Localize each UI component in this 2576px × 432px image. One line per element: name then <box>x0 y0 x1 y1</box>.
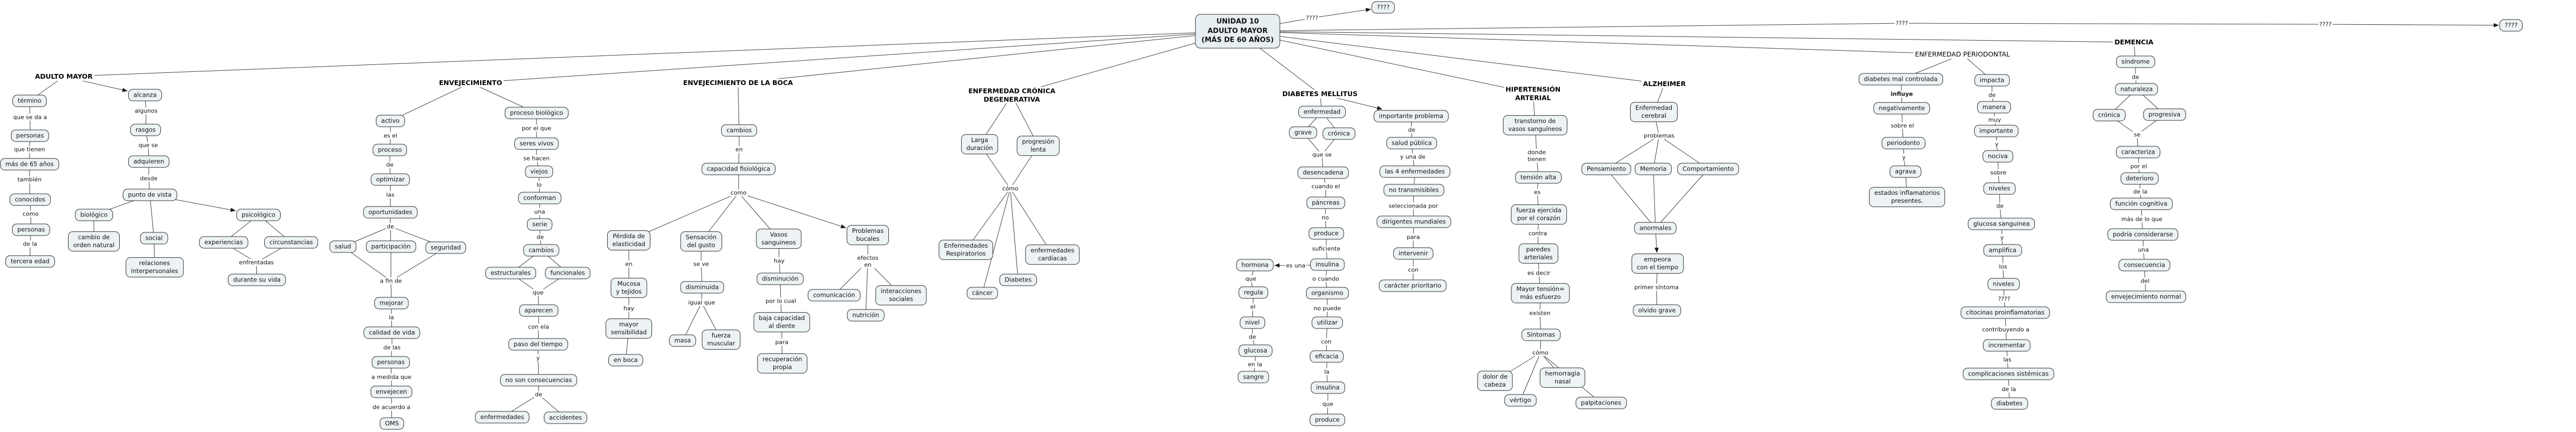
concept-node-p-manera[interactable]: manera <box>1977 101 2011 114</box>
link-label-d-l7[interactable]: el <box>1250 303 1256 311</box>
concept-node-a-relaciones[interactable]: relaciones interpersonales <box>126 257 184 277</box>
link-label-lbl-qq1[interactable]: ???? <box>1306 14 1318 22</box>
link-label-b-l5[interactable]: se ve <box>693 260 709 268</box>
concept-node-b-perdida[interactable]: Pérdida de elasticidad <box>607 230 650 250</box>
concept-node-e-accidentes[interactable]: accidentes <box>544 412 587 424</box>
link-label-z-l2[interactable]: primer síntoma <box>1634 284 1679 291</box>
link-label-p-l12[interactable]: contribuyendo a <box>1982 326 2029 333</box>
link-label-a-l5[interactable]: de la <box>23 240 37 248</box>
concept-node-b-interacciones[interactable]: interacciones sociales <box>875 285 926 305</box>
link-label-b-l7[interactable]: hay <box>773 257 785 265</box>
concept-node-p-importante[interactable]: importante <box>1974 125 2018 137</box>
link-label-a-l9[interactable]: enfrentadas <box>238 259 274 266</box>
link-label-p-l10[interactable]: los <box>1999 263 2007 270</box>
concept-node-e-aparecen[interactable]: aparecen <box>519 305 558 317</box>
concept-node-h-paredes[interactable]: paredes arteriales <box>1519 243 1558 264</box>
concept-node-e-seguridad[interactable]: seguridad <box>425 242 466 254</box>
link-label-d-l15[interactable]: de <box>1408 126 1415 134</box>
concept-node-c-diabetes[interactable]: Diabetes <box>999 274 1037 286</box>
link-label-d-l9[interactable]: en la <box>1248 361 1262 368</box>
link-label-a-l7[interactable]: que se <box>138 142 158 149</box>
concept-node-d-produce1[interactable]: produce <box>1309 228 1344 240</box>
link-label-a-l4[interactable]: como <box>22 210 39 218</box>
concept-node-d-enfermedad[interactable]: enfermedad <box>1298 106 1346 118</box>
link-label-m-l3[interactable]: por el <box>2130 163 2147 170</box>
concept-node-a-pvista[interactable]: punto de vista <box>123 189 177 201</box>
concept-node-z-anormales[interactable]: anormales <box>1634 222 1677 234</box>
concept-node-e-procbio[interactable]: proceso biológico <box>505 107 569 119</box>
link-label-b-l10[interactable]: efectos en <box>857 254 879 268</box>
concept-node-b-mayorsens[interactable]: mayor sensibilidad <box>606 318 652 339</box>
concept-node-a-biologico[interactable]: biológico <box>75 209 113 221</box>
concept-node-a-conocidos[interactable]: conocidos <box>9 194 51 206</box>
concept-node-e-salud[interactable]: salud <box>330 241 357 253</box>
link-label-d-l14[interactable]: que <box>1322 400 1334 408</box>
link-label-e-l15[interactable]: que <box>532 289 544 296</box>
concept-node-z-pensamiento[interactable]: Pensamiento <box>1582 163 1631 175</box>
concept-node-e-mejorar[interactable]: mejorar <box>374 297 408 309</box>
link-label-p-l2[interactable]: sobre el <box>1891 122 1914 129</box>
concept-node-p-incrementar[interactable]: incrementar <box>1983 340 2031 352</box>
concept-node-e-participacion[interactable]: participación <box>366 241 416 253</box>
concept-node-b-sensacion[interactable]: Sensación del gusto <box>681 231 722 251</box>
concept-node-d-sangre[interactable]: sangre <box>1238 371 1269 383</box>
link-label-a-l8[interactable]: desde <box>140 175 158 182</box>
link-label-e-l18[interactable]: de <box>535 391 542 398</box>
concept-node-e-oms[interactable]: OMS <box>380 418 404 430</box>
concept-node-m-sindrome[interactable]: síndrome <box>2116 56 2155 68</box>
concept-node-b-bajacap[interactable]: baja capacidad al diente <box>753 312 810 332</box>
concept-node-b-cambios[interactable]: cambios <box>721 125 757 137</box>
link-label-p-l7[interactable]: sobre <box>1990 169 2007 176</box>
link-label-p-l4[interactable]: de <box>1988 91 1996 99</box>
link-label-e-l4[interactable]: de <box>387 223 394 230</box>
concept-node-e-oportunidades[interactable]: oportunidades <box>363 206 417 219</box>
link-label-h-l3[interactable]: contra <box>1528 230 1547 237</box>
concept-node-b-recup[interactable]: recuperación propia <box>757 353 807 373</box>
link-label-h-l6[interactable]: cómo <box>1532 349 1549 356</box>
concept-node-c-cancer[interactable]: cáncer <box>967 287 998 299</box>
concept-node-p-nociva[interactable]: nociva <box>1983 151 2013 163</box>
concept-node-d-dirigentes[interactable]: dirigentes mundiales <box>1377 216 1451 228</box>
concept-node-a-exper[interactable]: experiencias <box>199 237 248 249</box>
concept-node-c-larga[interactable]: Larga duración <box>961 134 998 154</box>
concept-node-p-amplifica[interactable]: amplifica <box>1984 245 2022 257</box>
link-label-d-l19[interactable]: con <box>1408 266 1419 274</box>
section-header-hdr-env[interactable]: ENVEJECIMIENTO <box>437 79 503 87</box>
link-label-e-l13[interactable]: una <box>534 208 545 215</box>
link-label-m-l1[interactable]: de <box>2132 73 2139 81</box>
section-header-hdr-cron[interactable]: ENFERMEDAD CRÓNICA DEGENERATIVA <box>967 87 1057 103</box>
concept-node-d-insulina2[interactable]: insulina <box>1311 382 1345 394</box>
link-label-h-l5[interactable]: existen <box>1529 309 1550 317</box>
concept-node-b-masa[interactable]: masa <box>669 335 696 347</box>
link-label-d-l6[interactable]: que <box>1245 275 1257 283</box>
concept-node-d-glucosa[interactable]: glucosa <box>1239 345 1272 357</box>
link-label-m-l6[interactable]: una <box>2138 246 2149 253</box>
concept-node-d-notrans[interactable]: no transmisibles <box>1384 184 1444 196</box>
concept-node-m-progresiva[interactable]: progresiva <box>2143 109 2186 121</box>
link-label-lbl-qq2[interactable]: ???? <box>1895 20 1908 27</box>
concept-node-p-estados[interactable]: estados inflamatorios presentes. <box>1869 187 1945 207</box>
concept-node-m-funcion[interactable]: función cognitiva <box>2110 198 2173 210</box>
concept-node-c-resp[interactable]: Enfermedades Respiratorios <box>939 240 993 260</box>
concept-node-a-cambio[interactable]: cambio de orden natural <box>68 231 120 251</box>
concept-node-h-dolor[interactable]: dolor de cabeza <box>1477 371 1512 391</box>
link-label-h-l1[interactable]: donde tienen <box>1527 148 1546 163</box>
section-header-hdr-adulto[interactable]: ADULTO MAYOR <box>33 72 94 81</box>
concept-node-m-podria[interactable]: podría considerarse <box>2108 229 2178 241</box>
concept-node-a-circun[interactable]: circunstancias <box>264 237 318 249</box>
concept-node-h-hemorragia[interactable]: hemorragia nasal <box>1540 368 1585 388</box>
link-label-p-l6[interactable]: y <box>1995 140 1999 148</box>
concept-node-p-negativ[interactable]: negativamente <box>1873 102 1930 115</box>
link-label-h-l2[interactable]: es <box>1534 189 1541 196</box>
concept-node-b-enboca[interactable]: en boca <box>608 354 643 367</box>
link-label-z-l1[interactable]: problemas <box>1644 132 1674 139</box>
link-label-e-l2[interactable]: de <box>386 161 394 168</box>
link-label-b-l9[interactable]: para <box>775 339 789 346</box>
concept-node-z-enfcer[interactable]: Enfermedad cerebral <box>1630 102 1678 122</box>
concept-node-d-pancreas[interactable]: páncreas <box>1307 197 1345 209</box>
concept-node-b-problemas[interactable]: Problemas bucales <box>847 225 889 245</box>
concept-node-p-impacta[interactable]: impacta <box>1975 74 2010 87</box>
concept-node-h-palpitaciones[interactable]: palpitaciones <box>1576 397 1627 409</box>
link-label-e-l5[interactable]: a fin de <box>380 277 402 285</box>
concept-node-d-produce2[interactable]: produce <box>1310 414 1345 426</box>
link-label-b-l4[interactable]: hay <box>623 305 635 312</box>
concept-node-a-personas2[interactable]: personas <box>12 224 50 236</box>
concept-node-e-viejos[interactable]: viejos <box>525 166 553 178</box>
link-label-p-l1[interactable]: influye <box>1890 90 1913 98</box>
concept-node-m-deterioro[interactable]: deterioro <box>2121 173 2159 185</box>
concept-node-d-organismo[interactable]: organismo <box>1306 287 1349 299</box>
concept-node-d-caracter[interactable]: carácter prioritario <box>1379 280 1447 292</box>
concept-node-p-complicaciones[interactable]: complicaciones sistémicas <box>1963 368 2054 380</box>
link-label-m-l5[interactable]: más de lo que <box>2121 215 2162 223</box>
concept-node-e-conforman[interactable]: conforman <box>518 192 561 204</box>
concept-node-h-vertigo[interactable]: vértigo <box>1505 395 1537 407</box>
link-label-p-l5[interactable]: muy <box>1988 116 2002 124</box>
link-label-d-l8[interactable]: de <box>1249 333 1256 341</box>
concept-node-b-disminucion[interactable]: disminución <box>756 273 803 285</box>
link-label-d-l18[interactable]: para <box>1406 233 1420 241</box>
concept-node-m-envej[interactable]: envejecimiento normal <box>2106 291 2186 303</box>
concept-node-d-utilizar[interactable]: utilizar <box>1311 317 1343 329</box>
link-label-d-l4[interactable]: suficiente <box>1312 245 1340 252</box>
concept-node-d-saludpub[interactable]: salud pública <box>1386 137 1437 149</box>
link-label-m-l4[interactable]: de la <box>2133 188 2148 195</box>
link-label-c-l1[interactable]: cómo <box>1002 185 1019 192</box>
link-label-b-l1[interactable]: en <box>735 146 743 153</box>
concept-node-e-optimizar[interactable]: optimizar <box>371 174 410 186</box>
concept-node-e-nocons[interactable]: no son consecuencias <box>500 374 577 387</box>
concept-node-e-cambios[interactable]: cambios <box>523 245 559 257</box>
concept-node-e-serie[interactable]: serie <box>527 219 552 231</box>
concept-node-e-activo[interactable]: activo <box>376 115 405 127</box>
concept-node-m-consecuencia[interactable]: consecuencia <box>2119 259 2170 271</box>
concept-node-d-nivel[interactable]: nivel <box>1240 317 1265 329</box>
concept-node-c-card[interactable]: enfermedades cardíacas <box>1025 245 1079 265</box>
concept-node-a-rasgos[interactable]: rasgos <box>130 124 161 136</box>
concept-node-d-importante[interactable]: importante problema <box>1374 110 1449 123</box>
link-label-d-l11[interactable]: no puede <box>1314 305 1341 312</box>
concept-node-z-memoria[interactable]: Memoria <box>1635 163 1672 175</box>
link-label-b-l2[interactable]: como <box>730 189 747 196</box>
link-label-d-l16[interactable]: y una de <box>1400 153 1425 161</box>
link-label-e-l17[interactable]: y <box>536 354 540 362</box>
link-label-d-l1[interactable]: que se <box>1312 151 1332 158</box>
concept-node-d-cronica[interactable]: crónica <box>1323 128 1355 140</box>
section-header-hdr-boca[interactable]: ENVEJECIMIENTO DE LA BOCA <box>682 79 794 87</box>
concept-node-m-caracteriza[interactable]: caracteriza <box>2116 146 2160 158</box>
link-label-d-l12[interactable]: con <box>1321 338 1332 345</box>
link-label-m-l2[interactable]: se <box>2133 131 2141 138</box>
concept-node-b-mucosa[interactable]: Mucosa y tejidos <box>611 278 647 298</box>
concept-node-p-glucosa[interactable]: glucosa sanguinea <box>1968 218 2035 230</box>
concept-node-h-transtorno[interactable]: transtorno de vasos sanguíneos <box>1503 115 1567 135</box>
concept-node-b-fuerza[interactable]: fuerza muscular <box>702 330 740 350</box>
link-label-d-l10[interactable]: o cuando <box>1312 275 1339 283</box>
link-label-d-l5[interactable]: es una <box>1286 262 1306 269</box>
link-label-e-l6[interactable]: la <box>389 314 394 321</box>
concept-node-b-nutricion[interactable]: nutrición <box>847 309 885 322</box>
concept-node-qq-right[interactable]: ???? <box>2500 20 2523 32</box>
concept-node-b-capfis[interactable]: capacidad fisiológica <box>702 163 775 175</box>
concept-node-a-durante[interactable]: durante su vida <box>228 274 286 286</box>
concept-node-p-niveles1[interactable]: niveles <box>1984 183 2016 195</box>
concept-node-b-comunicacion[interactable]: comunicación <box>808 289 860 302</box>
concept-node-m-cronica[interactable]: crónica <box>2093 109 2125 121</box>
concept-node-p-citocinas[interactable]: citocinas proinflamatorias <box>1961 307 2050 319</box>
concept-node-e-proceso[interactable]: proceso <box>372 144 407 156</box>
concept-node-a-psico[interactable]: psicológico <box>236 209 281 221</box>
section-header-hdr-hiper[interactable]: HIPERTENSIÓN ARTERIAL <box>1504 85 1562 101</box>
concept-node-b-disminuida[interactable]: disminuida <box>680 281 724 294</box>
section-header-hdr-alz[interactable]: ALZHEIMER <box>1642 80 1688 88</box>
concept-node-e-funcionales[interactable]: funcionales <box>545 267 590 279</box>
concept-node-a-adquieren[interactable]: adquieren <box>128 156 169 168</box>
link-label-p-l13[interactable]: las <box>2003 356 2012 363</box>
link-label-b-l8[interactable]: por lo cual <box>765 297 796 305</box>
concept-node-h-sintomas[interactable]: Síntomas <box>1521 329 1560 341</box>
concept-node-a-alcanza[interactable]: alcanza <box>128 89 162 101</box>
link-label-d-l13[interactable]: la <box>1324 368 1329 375</box>
concept-node-h-mayor[interactable]: Mayor tensión= más esfuerzo <box>1511 283 1569 303</box>
concept-node-c-progresion[interactable]: progresión lenta <box>1017 136 1059 156</box>
section-header-hdr-per[interactable]: ENFERMEDAD PERIODONTAL <box>1913 50 2012 59</box>
link-label-p-l8[interactable]: de <box>1996 202 2004 210</box>
link-label-b-l6[interactable]: igual que <box>688 299 715 306</box>
concept-node-a-personas1[interactable]: personas <box>11 130 49 142</box>
concept-node-z-empeora[interactable]: empeora con el tiempo <box>1632 253 1684 274</box>
link-label-e-l10[interactable]: por el que <box>522 125 551 132</box>
section-header-hdr-diab[interactable]: DIABETES MELLITUS <box>1281 90 1359 98</box>
concept-node-m-naturaleza[interactable]: naturaleza <box>2115 83 2158 96</box>
link-label-h-l4[interactable]: es decir <box>1527 269 1550 277</box>
section-header-hdr-dem[interactable]: DEMENCIA <box>2113 38 2155 46</box>
link-label-lbl-qq3[interactable]: ???? <box>2319 21 2332 28</box>
concept-node-e-paso[interactable]: paso del tiempo <box>509 339 568 351</box>
concept-node-a-social[interactable]: social <box>140 232 168 245</box>
link-label-p-l11[interactable]: ???? <box>1998 295 2010 303</box>
concept-node-d-intervenir[interactable]: intervenir <box>1393 248 1433 260</box>
link-label-e-l11[interactable]: se hacen <box>523 155 550 162</box>
concept-node-e-personas[interactable]: personas <box>372 356 410 369</box>
link-label-e-l9[interactable]: de acuerdo a <box>372 403 411 411</box>
concept-node-p-diabmal[interactable]: diabetes mal controlada <box>1859 73 1943 86</box>
concept-node-h-tension[interactable]: tensión alta <box>1515 172 1562 184</box>
link-label-e-l1[interactable]: es el <box>384 132 397 139</box>
central-topic-central[interactable]: UNIDAD 10 ADULTO MAYOR (MÁS DE 60 AÑOS) <box>1195 14 1280 49</box>
concept-node-e-enfermedades[interactable]: enfermedades <box>475 411 529 424</box>
concept-node-e-calidad[interactable]: calidad de vida <box>363 327 420 339</box>
concept-node-p-periodonto[interactable]: periodonto <box>1882 137 1926 149</box>
link-label-a-l1[interactable]: que se da a <box>13 114 47 121</box>
concept-node-a-termino[interactable]: término <box>13 95 47 107</box>
link-label-m-l7[interactable]: del <box>2140 277 2150 285</box>
link-label-d-l3[interactable]: no <box>1321 214 1329 221</box>
link-label-e-l14[interactable]: de <box>537 233 544 241</box>
concept-node-e-seres[interactable]: seres vivos <box>514 138 559 150</box>
concept-node-d-regula[interactable]: regula <box>1239 287 1268 299</box>
link-label-e-l3[interactable]: las <box>386 191 395 199</box>
concept-node-e-estructurales[interactable]: estructurales <box>485 267 536 279</box>
concept-node-d-grave[interactable]: grave <box>1289 127 1317 139</box>
concept-node-p-diabetes[interactable]: diabetes <box>1991 398 2028 410</box>
link-label-d-l17[interactable]: seleccionada por <box>1388 202 1438 210</box>
concept-node-a-mas65[interactable]: más de 65 años <box>0 158 59 171</box>
concept-node-e-envejecen[interactable]: envejecen <box>370 386 412 398</box>
concept-node-a-tercera[interactable]: tercera edad <box>5 256 55 268</box>
concept-node-d-insulina1[interactable]: insulina <box>1310 259 1345 271</box>
link-label-a-l3[interactable]: también <box>17 176 42 183</box>
link-label-a-l6[interactable]: algunos <box>135 107 158 115</box>
link-label-d-l2[interactable]: cuando el <box>1311 183 1340 190</box>
link-label-e-l16[interactable]: con ela <box>528 323 549 331</box>
link-label-e-l7[interactable]: de las <box>383 344 401 351</box>
concept-node-qq-top[interactable]: ???? <box>1372 2 1395 14</box>
concept-node-d-eficacia[interactable]: eficacia <box>1310 351 1344 363</box>
link-label-p-l3[interactable]: y <box>1902 154 1906 161</box>
concept-node-p-niveles2[interactable]: niveles <box>1988 278 2020 290</box>
concept-node-z-olvido[interactable]: olvido grave <box>1633 305 1681 317</box>
concept-node-z-comportamiento[interactable]: Comportamiento <box>1677 163 1739 175</box>
link-label-e-l12[interactable]: lo <box>537 181 542 189</box>
link-label-b-l3[interactable]: en <box>625 260 633 268</box>
concept-node-h-fuerza[interactable]: fuerza ejercida por el corazón <box>1511 204 1567 224</box>
concept-node-b-vasos[interactable]: Vasos sanguineos <box>756 229 801 249</box>
concept-node-d-hormona[interactable]: hormona <box>1236 259 1273 271</box>
concept-node-d-las4[interactable]: las 4 enfermedades <box>1380 166 1450 178</box>
link-label-a-l2[interactable]: que tienen <box>14 146 45 153</box>
link-label-p-l14[interactable]: de la <box>2002 386 2016 393</box>
concept-node-p-agrava[interactable]: agrava <box>1890 166 1921 178</box>
concept-node-d-desencadena[interactable]: desencadena <box>1298 167 1349 179</box>
link-label-p-l9[interactable]: y <box>2000 234 2004 241</box>
link-label-e-l8[interactable]: a medida que <box>371 373 411 381</box>
